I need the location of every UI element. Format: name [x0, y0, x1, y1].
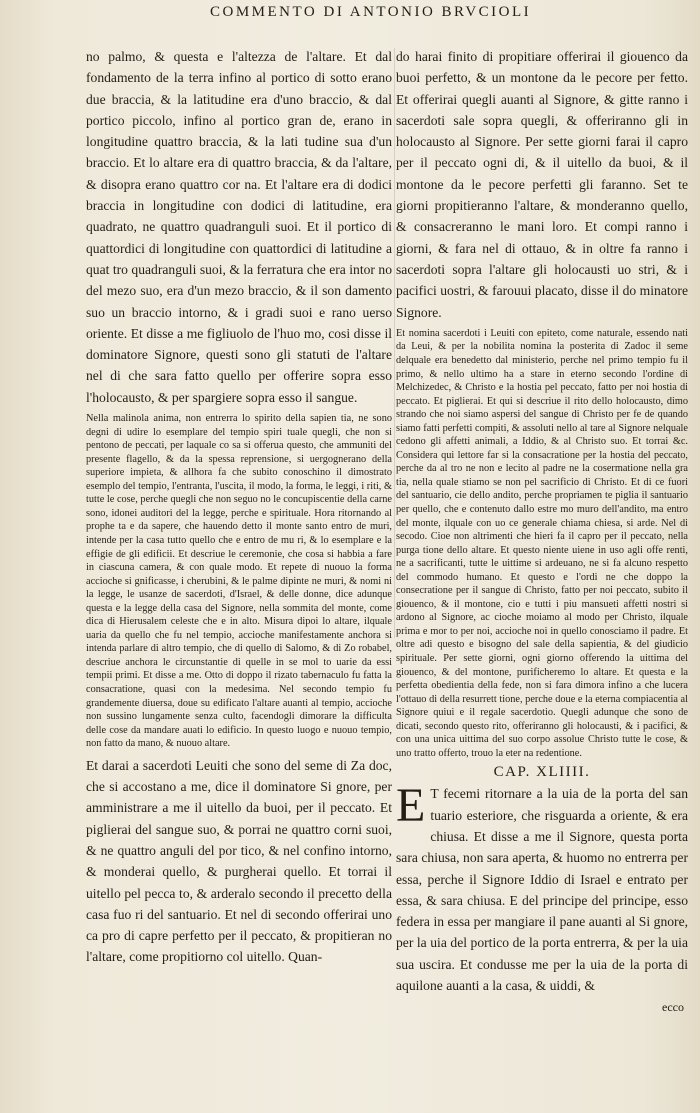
scripture-paragraph-2: Et darai a sacerdoti Leuiti che sono del seme di Za doc, che si accostano a me, dice il dominatore Si gnore, per amministrare a me il uitello da buoi, per il peccato. Et piglierai del sangue suo, & porrai ne quattro corni suoi, & ne quattro anguli del por tico, & nel confino intorno, & monderai quello, & purgherai quello. Et torrai il uitello pel pecca to, & arderalo secondo il precetto della casa fuo ri del santuario. Et nel di secondo offerirai uno ca pro di capre perfetto per il peccato, & propitieran no l'altare, come propitiorno col uitello. Quan- — [86, 757, 392, 965]
chapter-text: T fecemi ritornare a la uia de la porta del san tuario esteriore, che risguarda a oriente, & era chiusa. Et disse a me il Signore, questa porta sara chiusa, non sara aperta, & huomo no entrerra per essa, perche il Signore Iddio di Israel e entrato per essa, & sara chiusa. E del principe del principe, esso federa in essa per mangiare il pane auanti al Si gnore, per la uia del portico de la porta entrerra, & per la uia sua uscira. Et condusse me per la uia de la porta di aquilone auanti a la casa, & uiddi, & — [396, 786, 688, 994]
commentary-paragraph-1: Nella malinola anima, non entrerra lo spirito della sapien tia, ne sono degni di udire lo esemplare del tempio spiri tuale quegli, che non si pentono de peccati, per laquale co sa si offerua questo, che ammuniti del presente flagello, & da la spessa reprensione, si uergognerano della superiore impieta, & allhora fa che subito conoschino il dimostrato esemplo del tempio, l'entranta, l'uscita, il modo, la forma, le leggi, i riti, & tutte le cose, perche quegli che non seguo no le concupiscentie della carne sono, idonei auditori del la legge, perche e spirituale. Hora ritornando al prophe ta e da sapere, che hauendo detto il monte santo entro de muri, intende per la casa tutto quello che e entro de mu ri, & lo esemplare e la effigie de gli edificii. Et descriue le ceremonie, che cosa si habbia a fare in ciascuna camera, & con quale modo. Et repete di nuouo la forma accioche si gnificasse, i cherubini, & le palme dipinte ne muri, & nomi ni la legge, le usanze de sacerdoti, d'Israel, & delle donne, dice adunque questa e la legge della casa del Signore, nella sommita del monte, come dica di Hierusalem celeste che e in alto. Misura dipoi lo altare, ilquale uaria da quello che fu nel tempio, accioche manifestamente anchora si intenda parlare di altro tempio, che di quello di Salomo, & di Zo robabel, descriue anchora le circunstantie di quelle in se mol to uarie da essi tempii primi. Et disse a me. Otto di doppo il rizato tabernaculo fu fatta la consacratione, quasi con la medesima. Nel secondo tempio fu grandemente diuersa, doue su edificato l'altare auanti al tempio, accioche non sussino lungamente senza culto, facendogli dimorare la difficulta delle cose da mandare auati lo edificio. In questo luogo e nuouo tempio, non fatto da mano, & nuouo altare. — [86, 413, 392, 750]
drop-cap: E — [396, 779, 426, 833]
scripture-paragraph-3: do harai finito di propitiare offerirai il giouenco da buoi perfetto, & un montone da le pecore per fetto. Et offerirai quegli auanti al Signore, & gitte ranno i sacerdoti sale sopra quegli, & offeriranno gli in holocausto al Signore. Per sette giorni farai il capro per il peccato ogni di, & il uitello da buoi, & il montone da le pecore perfetti gli faranno. Set te giorni propitieranno l'altare, & monderanno quello, & consacreranno le mani loro. Et compi ranno i giorni, & fara nel di ottauo, & in oltre fa ranno i sacerdoti sopra l'altare gli holocausti uo stri, & i pacifici uostri, & farouui placato, disse il do minatore Signore. — [396, 49, 688, 320]
scripture-paragraph-4 — [396, 779, 688, 996]
catchword: ecco — [662, 1000, 684, 1015]
column-divider — [394, 48, 395, 638]
scripture-paragraph-1: no palmo, & questa e l'altezza de l'altare. Et dal fondamento de la terra infino al portico di sotto erano due braccia, & la latitudine era d'uno braccio, & dal portico piccolo, infino al portico gran de, erano in longitudine quattro braccia, & la lati tudine sua d'un braccio. Et lo altare era di quattro braccia, & da l'altare, & disopra erano quattro cor na. Et l'altare era di dodici braccia in longitudine con dodici di latitudine, era quadrato, ne quattro quadranguli suoi. Et il portico di quattordici di longitudine con quattordici di latitudine a quat tro quadranguli suoi, & la ferratura che era intor no del mezo suo, era d'un mezo braccio, & il son damento suo un braccio intorno, & i gradi suoi e rano uerso oriente. Et disse a me figliuolo de l'huo mo, cosi disse il dominatore Signore, questi sono gli statuti de l'altare nel di che sara fatto quello per offerire sopra esso l'holocausto, & per spargiere sopra esso il sangue. — [86, 49, 392, 405]
chapter-heading: CAP. XLIIII. — [493, 764, 591, 781]
right-column — [396, 46, 688, 1015]
left-column — [86, 46, 392, 972]
running-header: COMMENTO DI ANTONIO BRVCIOLI — [210, 4, 532, 20]
commentary-paragraph-2: Et nomina sacerdoti i Leuiti con epiteto, come naturale, essendo nati da Leui, & per la nobilita nomina la posterita di Zadoc il seme delquale era benedetto dal ministerio, perche nel primo tempio fu il primo, & nello ultimo ha a stare in eterno secondo l'ordine di Melchizedec, & Christo e la hostia pel peccato, fatto per noi hostia di peccato. Et piglierai. Et qui si descriue il rito dello holocausto, dimo strando che noi siamo aspersi del sangue di Christo per fe de quando siamo fatti perfetti compiti, & assoluti nello al tare al Signore nelquale cedono gli affetti animali, a Iddio, & al Christo suo. Et torrai &c. Considera qui lettore far si la consacratione per la hostia del peccato, perche da al tro ne non e lecito al padre ne la cosermatione nella gra tia, nella quale stiamo se non pel sacrificio di Christo. Et di ce fuori del santuario, cie dello andito, perche propriamen te piglia il santuario per quello, che e contenuto dallo estre mo muro dell'andito, ma entro del monte, ilquale con uo ce generale chiama chiesa, si arde. Nel di secodo. Cioe non altrimenti che hieri fa il capro per il peccato, nella purga tione dello altare. Et questo niente uiene in uso agli offe renti, ne a sacrificanti, tutte le uittime si ardeuano, ne si fa alcuno respetto del commodo humano. Et questo e l'ordi ne che doppo la consecratione per il sangue di Christo, fatto per noi peccato, subito il giouenco, & il montone, cio e tutti i piu mansueti affetti nostri si ardono al Signore, ac cioche moiamo al modo per Christo, ilquale prima e mor to per noi, accioche noi in quello conosciamo il padre. Et oltre adi questo e bisogno del sale della sapientia, & del giudicio spirituale. Per sette giorni, ogni giorno offerendo la uittima del giouenco, & del montone, purificheremo lo altare. Et questa e la perfetta obedientia della fede, non si fara dimora infino a che lucera l'ottauo di della resurrett tione, perche doue e la eterna compiacentia al Signore quiui e il regale sacerdotio. Quegli adunque che sono de dicati, secondo questo rito, offeriranno gli holocausti, & i pacifici, & con una unica uittima del suo corpo assolue Christo tutte le cose, & uno tratto offerto, trouo la eter na redentione. — [396, 327, 688, 759]
